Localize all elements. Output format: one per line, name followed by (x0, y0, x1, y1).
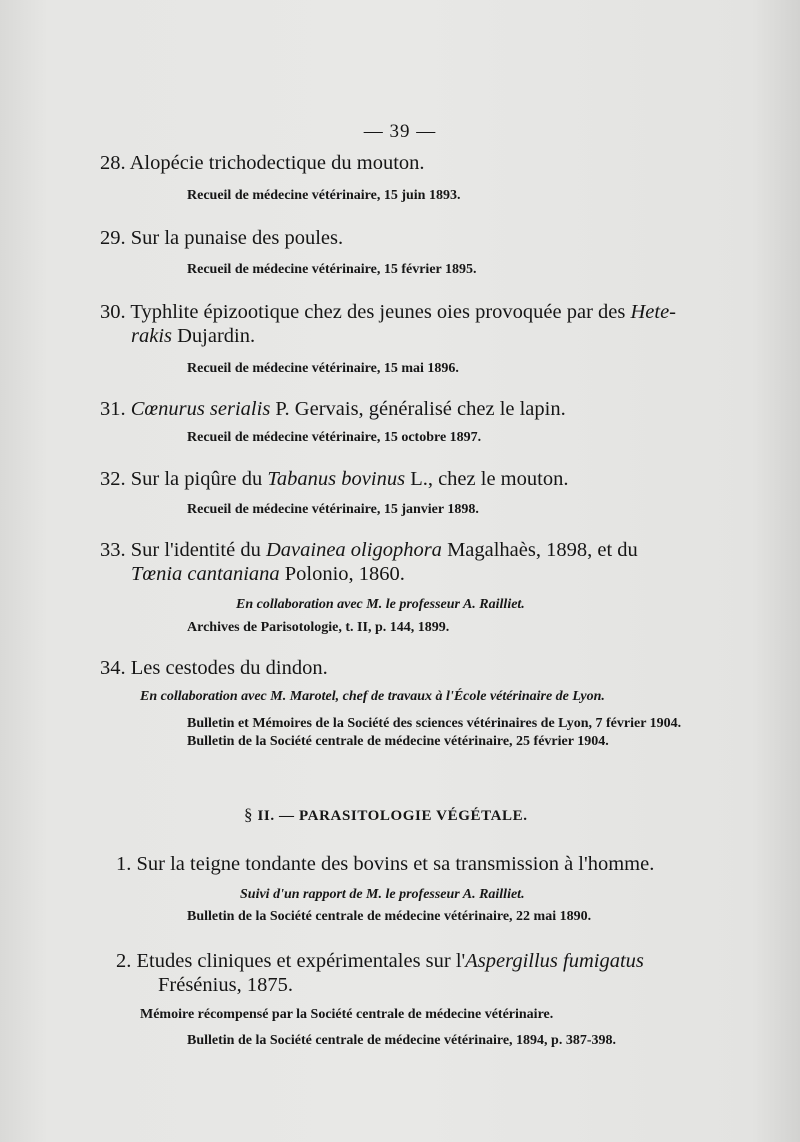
page-number: — 39 — (363, 121, 437, 142)
entry-30-text-a: Typhlite épizootique chez des jeunes oies provoquée par des (130, 301, 631, 323)
entry-34-title (100, 656, 328, 680)
entry-29-text: Sur la punaise des poules. (130, 227, 344, 249)
entry-28-text: Alopécie trichodectique du mouton. (129, 152, 425, 174)
entry-31-number: 31. (100, 398, 126, 420)
entry-31-text-i: Cœnurus serialis (130, 398, 271, 420)
entry-30-text-i2: rakis (131, 325, 172, 347)
entry-34-ref-1: Bulletin et Mémoires de la Société des sciences vétérinaires de Lyon, 7 février 1904. (187, 716, 682, 731)
section-title: II. — PARASITOLOGIE VÉGÉTALE. (257, 808, 528, 824)
entry-34-text: Les cestodes du dindon. (130, 657, 328, 679)
entry-33-text-b2: Polonio, 1860. (279, 563, 405, 585)
veg-entry-2-number: 2. (116, 950, 132, 972)
entry-33-number: 33. (100, 539, 126, 561)
entry-30-title-line2 (131, 324, 255, 348)
entry-33-title (100, 538, 720, 562)
veg-entry-2-note: Mémoire récompensé par la Société centrale de médecine vétérinaire. (140, 1007, 554, 1022)
entry-29-title (100, 226, 343, 250)
entry-32-ref: Recueil de médecine vétérinaire, 15 janvier 1898. (187, 502, 479, 517)
entry-30-number: 30. (100, 301, 126, 323)
veg-entry-1-number: 1. (116, 853, 132, 875)
veg-entry-2-title (116, 949, 724, 973)
veg-entry-2-text-b: Frésénius, 1875. (158, 974, 293, 996)
veg-entry-1-collab: Suivi d'un rapport de M. le professeur A. Railliet. (240, 887, 525, 902)
veg-entry-2-title-line2 (158, 973, 293, 997)
veg-entry-2-text-a: Etudes cliniques et expérimentales sur l' (136, 950, 466, 972)
entry-32-number: 32. (100, 468, 126, 490)
entry-31-ref: Recueil de médecine vétérinaire, 15 octobre 1897. (187, 430, 482, 445)
entry-33-title-line2 (131, 562, 405, 586)
entry-28-number: 28. (100, 152, 126, 174)
entry-29-ref: Recueil de médecine vétérinaire, 15 février 1895. (187, 262, 477, 277)
veg-entry-2-text-i: Aspergillus fumigatus (465, 950, 644, 972)
section-mark: § (244, 805, 254, 824)
entry-33-ref: Archives de Parisotologie, t. II, p. 144, 1899. (187, 620, 450, 635)
entry-34-number: 34. (100, 657, 126, 679)
entry-32-text-b: L., chez le mouton. (405, 468, 569, 490)
section-heading (244, 805, 528, 825)
entry-33-text-i: Davainea oligophora (265, 539, 442, 561)
veg-entry-2-ref: Bulletin de la Société centrale de médecine vétérinaire, 1894, p. 387-398. (187, 1033, 616, 1048)
entry-30-text-b: Dujardin. (172, 325, 256, 347)
entry-32-text-a: Sur la piqûre du (130, 468, 268, 490)
entry-30-ref: Recueil de médecine vétérinaire, 15 mai 1896. (187, 361, 459, 376)
entry-32-title (100, 467, 568, 491)
entry-28-ref: Recueil de médecine vétérinaire, 15 juin 1893. (187, 188, 461, 203)
entry-31-text-b: P. Gervais, généralisé chez le lapin. (270, 398, 566, 420)
entry-33-text-b: Magalhaès, 1898, et du (441, 539, 638, 561)
veg-entry-1-text: Sur la teigne tondante des bovins et sa transmission à l'homme. (136, 853, 655, 875)
entry-34-ref-2: Bulletin de la Société centrale de médecine vétérinaire, 25 février 1904. (187, 734, 609, 749)
entry-30-text-i: Hete- (630, 301, 676, 323)
entry-31-title (100, 397, 566, 421)
veg-entry-1-ref: Bulletin de la Société centrale de médecine vétérinaire, 22 mai 1890. (187, 909, 592, 924)
entry-32-text-i: Tabanus bovinus (267, 468, 406, 490)
entry-28-title (100, 151, 425, 175)
entry-29-number: 29. (100, 227, 126, 249)
veg-entry-1-title (116, 852, 654, 876)
entry-33-collab: En collaboration avec M. le professeur A. Railliet. (236, 597, 525, 612)
entry-33-text-a: Sur l'identité du (130, 539, 266, 561)
entry-34-collab: En collaboration avec M. Marotel, chef de travaux à l'École vétérinaire de Lyon. (140, 689, 605, 704)
entry-30-title (100, 300, 735, 324)
entry-33-text-i2: Tœnia cantaniana (131, 563, 280, 585)
